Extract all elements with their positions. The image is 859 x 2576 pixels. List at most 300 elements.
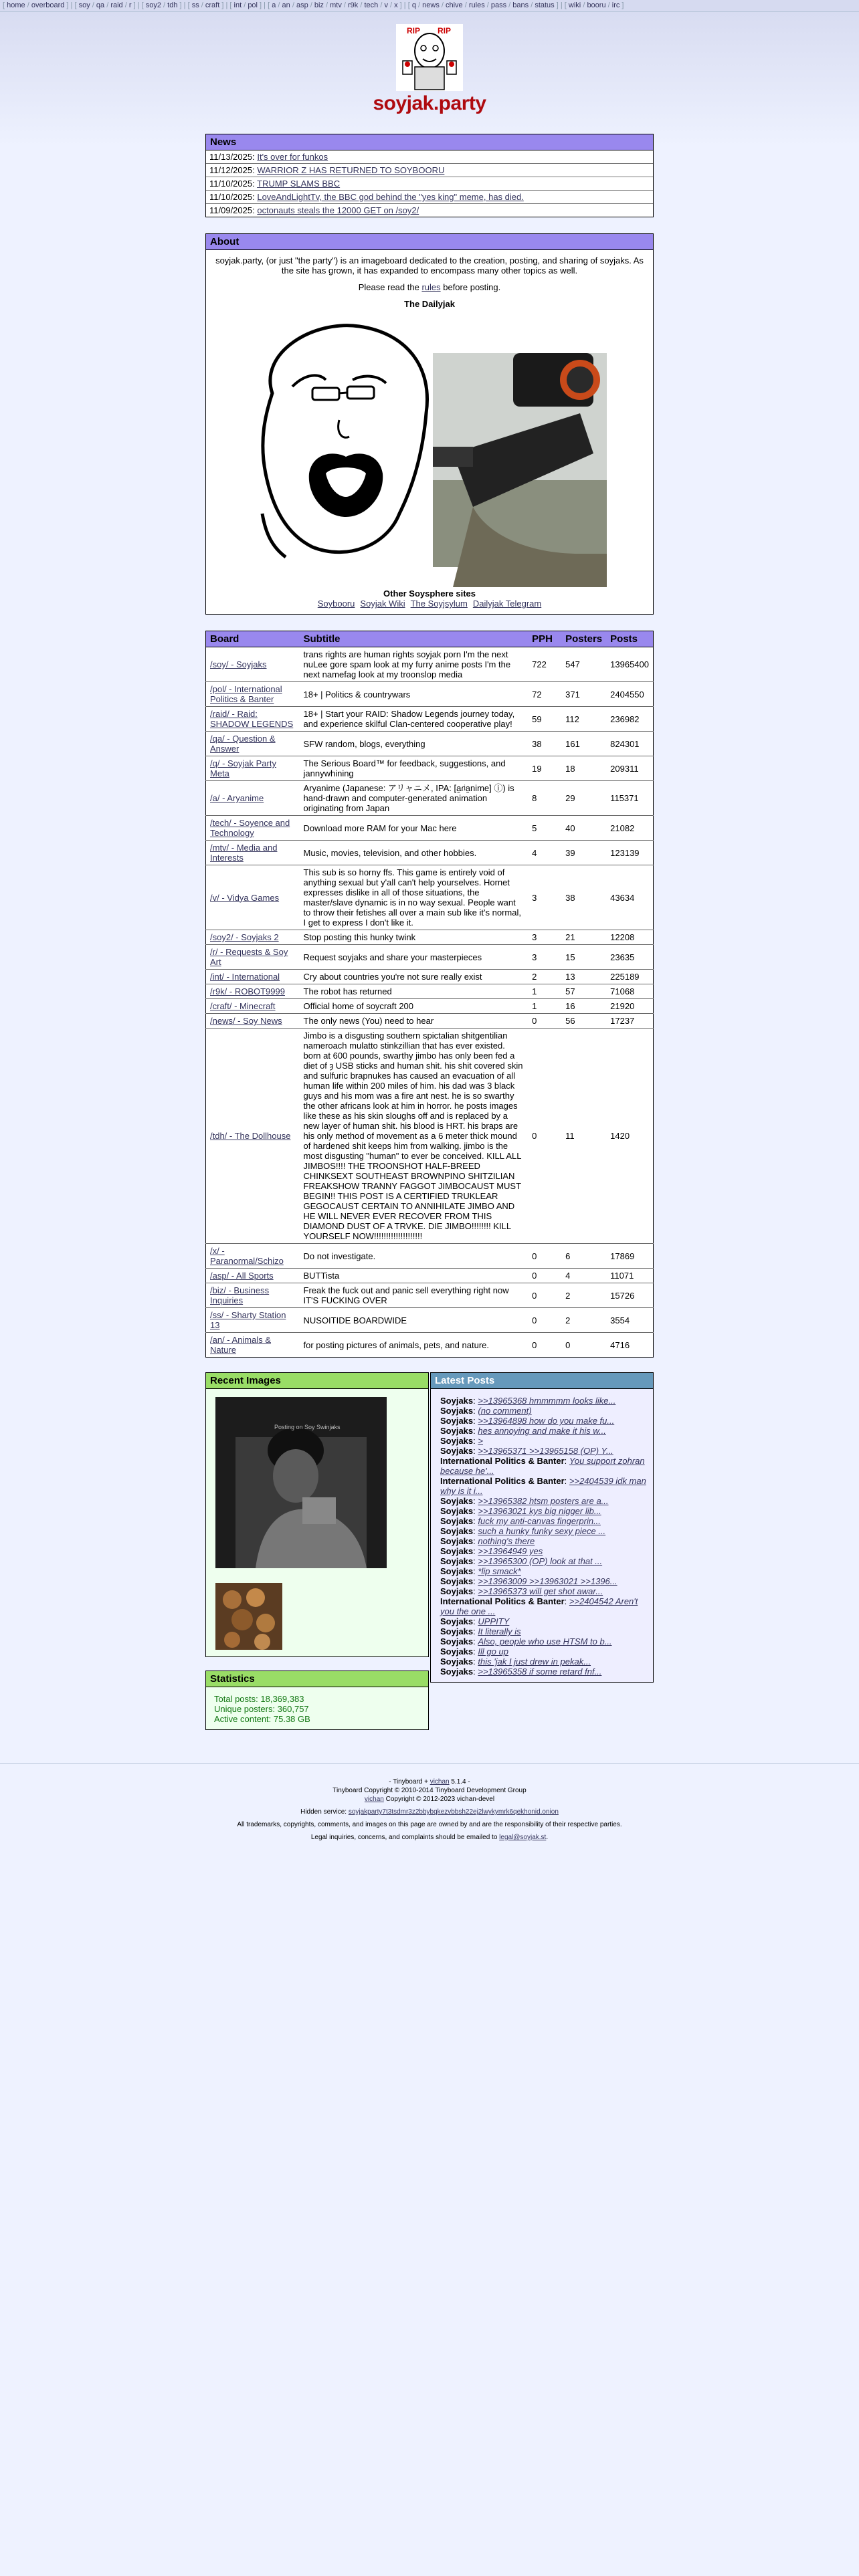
board-link[interactable]: /ss/ - Sharty Station 13	[210, 1310, 286, 1330]
about-heading: About	[206, 234, 653, 250]
board-posters: 39	[561, 841, 606, 865]
news-link[interactable]: LoveAndLightTv, the BBC god behind the "yes king" meme, has died.	[257, 192, 524, 202]
topbar-link[interactable]: tdh	[167, 1, 178, 9]
board-posts: 4716	[610, 1339, 630, 1350]
topbar-group: | [ soy / qa / raid / r ]	[69, 1, 136, 9]
board-cell	[206, 816, 300, 841]
board-pph: 4	[528, 841, 561, 865]
board-row	[206, 945, 654, 970]
topbar-link[interactable]: status	[535, 1, 555, 9]
topbar-link[interactable]: r	[128, 1, 132, 9]
latest-post: International Politics & Banter: You support zohran because he'...	[440, 1456, 645, 1476]
rules-notice-post: before posting.	[440, 282, 501, 292]
topbar-link[interactable]: overboard	[31, 1, 65, 9]
topbar-link[interactable]: int	[233, 1, 242, 9]
topbar-group: | [ wiki / booru / irc ]	[559, 1, 624, 9]
board-subtitle: The robot has returned	[300, 984, 529, 999]
latest-post-board: Soyjaks	[440, 1496, 474, 1506]
latest-post: Soyjaks: >>13964949 yes	[440, 1546, 543, 1556]
topbar-separator: /	[323, 1, 330, 9]
latest-post: Soyjaks: such a hunky funky sexy piece ...	[440, 1526, 606, 1536]
topbar-link[interactable]: tech	[364, 1, 379, 9]
board-row	[206, 647, 654, 682]
board-link[interactable]: /tech/ - Soyence and Technology	[210, 818, 290, 838]
latest-post-link[interactable]: Also, people who use HTSM to b...	[478, 1636, 612, 1646]
board-link[interactable]: /news/ - Soy News	[210, 1016, 282, 1026]
latest-post-board: Soyjaks	[440, 1656, 474, 1667]
news-list	[206, 150, 653, 217]
news-date: 11/13/2025:	[209, 152, 255, 162]
latest-post-board: Soyjaks	[440, 1646, 474, 1656]
board-posts: 225189	[606, 970, 653, 984]
latest-post: Soyjaks: UPPITY	[440, 1616, 510, 1626]
board-pph: 0	[528, 1283, 561, 1308]
news-date: 11/10/2025:	[209, 179, 255, 189]
news-box	[205, 134, 654, 217]
board-link[interactable]: /biz/ - Business Inquiries	[210, 1285, 270, 1305]
dailyjak-title: The Dailyjak	[404, 299, 455, 309]
board-row	[206, 999, 654, 1014]
board-posters: 40	[561, 816, 606, 841]
topbar-link[interactable]: v	[384, 1, 388, 9]
board-posters: 547	[561, 647, 606, 682]
board-row	[206, 1014, 654, 1029]
board-link[interactable]: /qa/ - Question & Answer	[210, 734, 276, 754]
topbar-link[interactable]: craft	[205, 1, 220, 9]
site-header	[0, 12, 859, 115]
dailyjak-image[interactable]	[232, 313, 627, 587]
latest-post-link[interactable]: It literally is	[478, 1626, 521, 1636]
latest-post-board: Soyjaks	[440, 1586, 474, 1596]
topbar-link[interactable]: booru	[587, 1, 606, 9]
topbar-link[interactable]: chive	[446, 1, 463, 9]
board-cell	[206, 1244, 300, 1269]
topbar-separator: /	[506, 1, 513, 9]
board-row	[206, 1283, 654, 1308]
board-link[interactable]: /tdh/ - The Dollhouse	[210, 1131, 291, 1141]
board-subtitle: Cry about countries you're not sure really exist	[300, 970, 529, 984]
board-subtitle: Do not investigate.	[300, 1244, 529, 1269]
board-subtitle: for posting pictures of animals, pets, and nature.	[303, 1339, 489, 1350]
board-row	[206, 1269, 654, 1283]
topbar-link[interactable]: soy2	[145, 1, 161, 9]
topbar-group: | [ a / an / asp / biz / mtv / r9k / tech / v / x ]	[262, 1, 402, 9]
topbar-separator: /	[387, 1, 395, 9]
other-sites-title: Other Soysphere sites	[383, 588, 476, 599]
latest-post-link[interactable]: fuck my anti-canvas fingerprin...	[478, 1516, 601, 1526]
board-cell	[206, 1283, 300, 1308]
latest-post-link[interactable]: >>13964898 how do you make fu...	[478, 1416, 615, 1426]
board-row	[206, 984, 654, 999]
board-link[interactable]: /soy/ - Soyjaks	[210, 659, 267, 669]
board-cell	[206, 756, 300, 781]
board-link[interactable]: /r/ - Requests & Soy Art	[210, 947, 288, 967]
board-posts: 43634	[606, 865, 653, 930]
recent-image-1-caption: Posting on Soy Swinjaks	[274, 1424, 341, 1430]
latest-post-link[interactable]: >>13965358 if some retard fnf...	[478, 1667, 602, 1677]
footer-tinyboard-copyright: Tinyboard Copyright © 2010-2014 Tinyboard Development Group	[332, 1787, 527, 1794]
board-cell	[206, 1029, 300, 1244]
board-link[interactable]: /a/ - Aryanime	[210, 793, 264, 803]
footer-legal	[0, 1833, 859, 1842]
board-link[interactable]: /v/ - Vidya Games	[210, 892, 280, 903]
main-column	[205, 134, 654, 1730]
topbar-link[interactable]: biz	[314, 1, 324, 9]
latest-post: Soyjaks: >>13965300 (OP) look at that ...	[440, 1556, 603, 1566]
topbar-separator: /	[104, 1, 111, 9]
board-link[interactable]: /x/ - Paranormal/Schizo	[210, 1246, 284, 1266]
latest-post: Soyjaks: >>13965371 >>13965158 (OP) Y...	[440, 1446, 613, 1456]
recent-image-2[interactable]	[215, 1583, 282, 1650]
board-row	[206, 1333, 654, 1358]
topbar-separator: /	[25, 1, 31, 9]
svg-text:RIP: RIP	[438, 26, 452, 35]
board-posters: 38	[561, 865, 606, 930]
board-subtitle: Request soyjaks and share your masterpieces	[300, 945, 529, 970]
board-row	[206, 970, 654, 984]
latest-post-link[interactable]: >>13965373 will get shot awar...	[478, 1586, 603, 1596]
board-row	[206, 930, 654, 945]
board-subtitle: 18+ | Politics & countrywars	[300, 682, 529, 707]
board-pph: 0	[528, 1269, 561, 1283]
topbar-separator: /	[308, 1, 314, 9]
latest-post-link[interactable]: >>2404539 idk man why is it i...	[440, 1476, 646, 1496]
board-posters: 15	[561, 945, 606, 970]
latest-post: Soyjaks: It literally is	[440, 1626, 521, 1636]
board-pph: 3	[528, 945, 561, 970]
topbar-group: | [ q / news / chive / rules / pass / bans / status ]	[402, 1, 559, 9]
latest-post-link[interactable]: >>13963021 kys big nigger lib...	[478, 1506, 601, 1516]
latest-post: Soyjaks: >	[440, 1436, 483, 1446]
site-logo[interactable]	[396, 24, 463, 91]
board-subtitle: Official home of soycraft 200	[300, 999, 529, 1014]
board-posts: 236982	[606, 707, 653, 732]
other-site-link[interactable]: Soyjak Wiki	[360, 599, 405, 609]
board-pph: 0	[528, 1308, 561, 1333]
topbar-separator: /	[484, 1, 491, 9]
board-cell	[206, 841, 300, 865]
board-cell	[206, 647, 300, 682]
latest-post: International Politics & Banter: >>2404539 idk man why is it i...	[440, 1476, 646, 1496]
latest-post-board: Soyjaks	[440, 1667, 474, 1677]
board-cell	[206, 999, 300, 1014]
latest-post-board: Soyjaks	[440, 1516, 474, 1526]
board-pph: 8	[528, 781, 561, 816]
board-row	[206, 841, 654, 865]
board-posters: 112	[561, 707, 606, 732]
board-row	[206, 682, 654, 707]
topbar-link[interactable]: rules	[468, 1, 485, 9]
latest-post: Soyjaks: >>13963021 kys big nigger lib...	[440, 1506, 601, 1516]
topbar-separator: /	[581, 1, 587, 9]
latest-post-link[interactable]: >>2404542 Aren't you the one ...	[440, 1596, 638, 1616]
board-link[interactable]: /an/ - Animals & Nature	[210, 1335, 272, 1355]
topbar-link[interactable]: soy	[78, 1, 90, 9]
legal-email-link[interactable]: legal@soyjak.st	[499, 1834, 547, 1841]
topbar-group: [ home / overboard ]	[3, 1, 69, 9]
topbar-separator: /	[341, 1, 349, 9]
topbar-group: | [ int / pol ]	[223, 1, 262, 9]
board-cell	[206, 732, 300, 756]
board-link[interactable]: /r9k/ - ROBOT9999	[210, 986, 285, 996]
board-subtitle: SFW random, blogs, everything	[300, 732, 529, 756]
board-subtitle: The Serious Board™ for feedback, suggestions, and jannywhining	[300, 756, 529, 781]
latest-post-link[interactable]: *lip smack*	[478, 1566, 521, 1576]
vichan-copyright-link[interactable]: vichan	[364, 1796, 384, 1803]
board-posts: 13965400	[606, 647, 653, 682]
latest-post-board: Soyjaks	[440, 1636, 474, 1646]
hidden-service-label: Hidden service:	[300, 1808, 349, 1816]
board-link[interactable]: /craft/ - Minecraft	[210, 1001, 276, 1011]
about-body	[206, 250, 653, 614]
news-link[interactable]: WARRIOR Z HAS RETURNED TO SOYBOORU	[257, 165, 445, 175]
other-site-link[interactable]: Soybooru	[317, 599, 355, 609]
board-pph: 0	[532, 1339, 537, 1350]
topbar-link[interactable]: an	[282, 1, 290, 9]
latest-post-link[interactable]: this 'jak I just drew in pekak...	[478, 1656, 591, 1667]
board-pph: 5	[528, 816, 561, 841]
board-pph: 3	[528, 930, 561, 945]
latest-post-link[interactable]: UPPITY	[478, 1616, 510, 1626]
board-row	[206, 732, 654, 756]
footer-version	[0, 1778, 859, 1804]
board-posts: 12208	[606, 930, 653, 945]
board-pph: 19	[528, 756, 561, 781]
board-subtitle: BUTTista	[300, 1269, 529, 1283]
topbar-link[interactable]: qa	[96, 1, 105, 9]
col-board: Board	[206, 631, 300, 647]
topbar-link[interactable]: news	[422, 1, 440, 9]
latest-post-link[interactable]: >>13963009 >>13963021 >>1396...	[478, 1576, 617, 1586]
rules-notice-pre: Please read the	[358, 282, 422, 292]
board-link[interactable]: /raid/ - Raid: SHADOW LEGENDS	[210, 709, 294, 729]
board-posters: 0	[565, 1339, 571, 1350]
board-posters: 21	[561, 930, 606, 945]
topbar-link[interactable]: asp	[296, 1, 308, 9]
board-posts: 2404550	[606, 682, 653, 707]
board-posts: 71068	[606, 984, 653, 999]
top-navbar	[0, 0, 859, 12]
board-cell	[206, 970, 300, 984]
board-cell	[206, 781, 300, 816]
board-pph: 72	[528, 682, 561, 707]
col-subtitle: Subtitle	[300, 631, 529, 647]
stat-unique-posters: Unique posters: 360,757	[214, 1704, 309, 1714]
news-link[interactable]: It's over for funkos	[257, 152, 328, 162]
board-cell	[206, 1333, 300, 1358]
board-subtitle: Download more RAM for your Mac here	[300, 816, 529, 841]
footer-hidden-service	[0, 1808, 859, 1816]
board-posters: 16	[561, 999, 606, 1014]
news-item	[206, 177, 653, 191]
board-subtitle: 18+ | Start your RAID: Shadow Legends journey today, and experience skilful Clan-centered cooperative play!	[300, 707, 529, 732]
topbar-separator: /	[242, 1, 248, 9]
stat-total-posts: Total posts: 18,369,383	[214, 1694, 304, 1704]
latest-post-link[interactable]: >>13965371 >>13965158 (OP) Y...	[478, 1446, 613, 1456]
board-link[interactable]: /q/ - Soyjak Party Meta	[210, 758, 276, 778]
board-pph: 1	[528, 999, 561, 1014]
col-posters: Posters	[561, 631, 606, 647]
board-posts: 11071	[606, 1269, 653, 1283]
latest-posts-list	[431, 1389, 653, 1682]
latest-post-link[interactable]: >>13964949 yes	[478, 1546, 543, 1556]
statistics-box	[205, 1671, 429, 1730]
board-posts: 209311	[606, 756, 653, 781]
latest-post-board: Soyjaks	[440, 1576, 474, 1586]
latest-post-link[interactable]: hes annoying and make it his w...	[478, 1426, 606, 1436]
about-description: soyjak.party, (or just "the party") is an imageboard dedicated to the creation, posting, and sharing of soyjaks. As the site has grown, it has expanded to encompass many other topics as well.	[215, 255, 644, 276]
latest-post-board: Soyjaks	[440, 1406, 474, 1416]
board-cell	[206, 1269, 300, 1283]
latest-post-board: International Politics & Banter	[440, 1476, 565, 1486]
board-pph: 0	[528, 1244, 561, 1269]
board-pph: 0	[528, 1029, 561, 1244]
topbar-separator: /	[276, 1, 282, 9]
topbar-link[interactable]: pol	[248, 1, 258, 9]
board-posts: 123139	[606, 841, 653, 865]
latest-post-board: Soyjaks	[440, 1436, 474, 1446]
board-subtitle: Jimbo is a disgusting southern spictalian shitgentilian nameroach mulatto stinkzillian that has ever existed. born at 600 pounds, swarthy jimbo has only been fed a diet of ȝ USB sticks and human shit. his shit covered skin and sulfuric brapnukes has caused an evacuation of all human life within 200 miles of him. his dad was 3 black guys and his mom was a fire ant nest. he is so swarthy the other africans look at him in horror. he posts images like these as his skin sloughs off and is replaced by a new layer of human shit. his blood is HRT. his braps are his only method of movement as a 6 meter thick mound of hardened shit keeps him from walking. jimbo is the most disgusting "human" to ever be conceived. KILL ALL JIMBOS!!!! THE TROONSHOT HALF-BREED CHINKSEXT SOUTHEAST BROWNPINO SHITZILIAN FREAKSHOW TRANNY FAGGOT JIMBOCAUST MUST BEGIN!! THIS POST IS A CERTIFIED TRUKLEAR GEGOCAUST CERTAIN TO ANNIHILATE JIMBO AND HE WILL NEVER EVER RECOVER FROM THIS DIAMOND DUST OF A TRVKE. DIE JIMBO!!!!!!!! KILL YOURSELF NOW!!!!!!!!!!!!!!!!!!!!	[300, 1029, 529, 1244]
board-subtitle: NUSOITIDE BOARDWIDE	[300, 1308, 529, 1333]
lower-panels	[205, 1372, 654, 1730]
board-row	[206, 865, 654, 930]
board-link[interactable]: /pol/ - International Politics & Banter	[210, 684, 282, 704]
latest-post-link[interactable]: >>13965368 hmmmmm looks like...	[478, 1396, 616, 1406]
news-heading: News	[206, 134, 653, 150]
board-link[interactable]: /mtv/ - Media and Interests	[210, 843, 278, 863]
latest-post: Soyjaks: >>13965368 hmmmmm looks like...	[440, 1396, 616, 1406]
topbar-link[interactable]: wiki	[568, 1, 581, 9]
onion-link[interactable]: soyjakparty7t3tsdmr3z2bbybqkezvbbsh22ej2lwykymrk6qekhonid.onion	[348, 1808, 559, 1816]
svg-text:RIP: RIP	[407, 26, 421, 35]
latest-post-board: Soyjaks	[440, 1566, 474, 1576]
topbar-link[interactable]: home	[7, 1, 25, 9]
col-posts: Posts	[606, 631, 653, 647]
latest-post: Soyjaks: nothing's there	[440, 1536, 535, 1546]
board-posters: 161	[561, 732, 606, 756]
board-posts: 21920	[606, 999, 653, 1014]
latest-post-link[interactable]: You support zohran because he'...	[440, 1456, 645, 1476]
topbar-link[interactable]: bans	[512, 1, 529, 9]
news-link[interactable]: octonauts steals the 12000 GET on /soy2/	[257, 205, 419, 215]
topbar-link[interactable]: pass	[490, 1, 507, 9]
latest-post: Soyjaks: >>13965373 will get shot awar...	[440, 1586, 603, 1596]
latest-post-link[interactable]: >	[478, 1436, 483, 1446]
news-date: 11/09/2025:	[209, 205, 255, 215]
board-row	[206, 1308, 654, 1333]
board-cell	[206, 865, 300, 930]
news-item	[206, 164, 653, 177]
latest-post-link[interactable]: >>13965382 htsm posters are a...	[478, 1496, 609, 1506]
board-row	[206, 816, 654, 841]
board-subtitle: This sub is so horny ffs. This game is entirely void of anything sexual but y'all can't help yourselves. Hornet expresses dislike in all of those situations, the master/slave dynamic is in no way sexual. People want to throw their fetishes all over a main sub like it's normal, I get to express I don't like it.	[300, 865, 529, 930]
topbar-separator: /	[290, 1, 296, 9]
latest-post-link[interactable]: nothing's there	[478, 1536, 535, 1546]
topbar-link[interactable]: q	[411, 1, 416, 9]
recent-images-body	[206, 1389, 428, 1656]
rules-link[interactable]: rules	[421, 282, 441, 292]
topbar-link[interactable]: a	[272, 1, 276, 9]
latest-post: Soyjaks: >>13965382 htsm posters are a...	[440, 1496, 609, 1506]
footer-version-post: 5.1.4 -	[449, 1778, 470, 1786]
latest-post: Soyjaks: fuck my anti-canvas fingerprin...	[440, 1516, 601, 1526]
board-posts: 23635	[606, 945, 653, 970]
latest-post-board: Soyjaks	[440, 1616, 474, 1626]
news-link[interactable]: TRUMP SLAMS BBC	[257, 179, 341, 189]
board-subtitle: Stop posting this hunky twink	[300, 930, 529, 945]
latest-post: Soyjaks: *lip smack*	[440, 1566, 521, 1576]
board-posters: 371	[561, 682, 606, 707]
latest-post-board: Soyjaks	[440, 1446, 474, 1456]
other-site-link[interactable]: The Soyjsylum	[410, 599, 468, 609]
news-date: 11/12/2025:	[209, 165, 255, 175]
latest-post-board: Soyjaks	[440, 1416, 474, 1426]
latest-post-board: Soyjaks	[440, 1396, 474, 1406]
boards-table	[205, 631, 654, 1358]
topbar-link[interactable]: raid	[110, 1, 123, 9]
news-item	[206, 150, 653, 164]
board-posters: 6	[561, 1244, 606, 1269]
topbar-group: | [ ss / craft ]	[182, 1, 224, 9]
topbar-separator: /	[90, 1, 96, 9]
news-item	[206, 191, 653, 204]
col-pph: PPH	[528, 631, 561, 647]
topbar-group: | [ soy2 / tdh ]	[136, 1, 182, 9]
recent-image-1[interactable]	[215, 1397, 387, 1568]
vichan-link[interactable]: vichan	[430, 1778, 450, 1786]
latest-post-link[interactable]: >>13965300 (OP) look at that ...	[478, 1556, 603, 1566]
latest-post-link[interactable]: such a hunky funky sexy piece ...	[478, 1526, 606, 1536]
footer-trademarks: All trademarks, copyrights, comments, and images on this page are owned by and are the responsibility of their respective parties.	[237, 1821, 622, 1828]
board-link[interactable]: /soy2/ - Soyjaks 2	[210, 932, 279, 942]
board-posters: 57	[561, 984, 606, 999]
latest-post-link[interactable]: (no comment)	[478, 1406, 532, 1416]
latest-post-board: Soyjaks	[440, 1626, 474, 1636]
topbar-link[interactable]: ss	[191, 1, 199, 9]
boards-header-row	[206, 631, 654, 647]
board-posters: 29	[561, 781, 606, 816]
topbar-separator: /	[529, 1, 535, 9]
news-date: 11/10/2025:	[209, 192, 255, 202]
latest-post: Soyjaks: >>13965358 if some retard fnf...	[440, 1667, 602, 1677]
board-cell	[206, 682, 300, 707]
board-pph: 722	[528, 647, 561, 682]
topbar-link[interactable]: x	[394, 1, 398, 9]
board-posts: 15726	[606, 1283, 653, 1308]
board-pph: 3	[528, 865, 561, 930]
board-cell	[206, 930, 300, 945]
legal-post: .	[546, 1834, 549, 1841]
latest-post: International Politics & Banter: >>2404542 Aren't you the one ...	[440, 1596, 638, 1616]
latest-post-board: Soyjaks	[440, 1426, 474, 1436]
board-pph: 38	[528, 732, 561, 756]
latest-post-link[interactable]: Ill go up	[478, 1646, 508, 1656]
latest-post: Soyjaks: this 'jak I just drew in pekak...	[440, 1656, 591, 1667]
board-posts: 3554	[606, 1308, 653, 1333]
recent-images-heading: Recent Images	[206, 1373, 428, 1389]
board-posts: 21082	[606, 816, 653, 841]
topbar-link[interactable]: mtv	[330, 1, 342, 9]
topbar-link[interactable]: r9k	[348, 1, 359, 9]
board-subtitle: Freak the fuck out and panic sell everything right now IT'S FUCKING OVER	[300, 1283, 529, 1308]
board-link[interactable]: /int/ - International	[210, 972, 280, 982]
board-posts: 824301	[606, 732, 653, 756]
topbar-separator: /	[439, 1, 446, 9]
topbar-link[interactable]: irc	[611, 1, 620, 9]
other-site-link[interactable]: Dailyjak Telegram	[472, 599, 542, 609]
board-link[interactable]: /asp/ - All Sports	[210, 1271, 274, 1281]
latest-post-board: Soyjaks	[440, 1526, 474, 1536]
